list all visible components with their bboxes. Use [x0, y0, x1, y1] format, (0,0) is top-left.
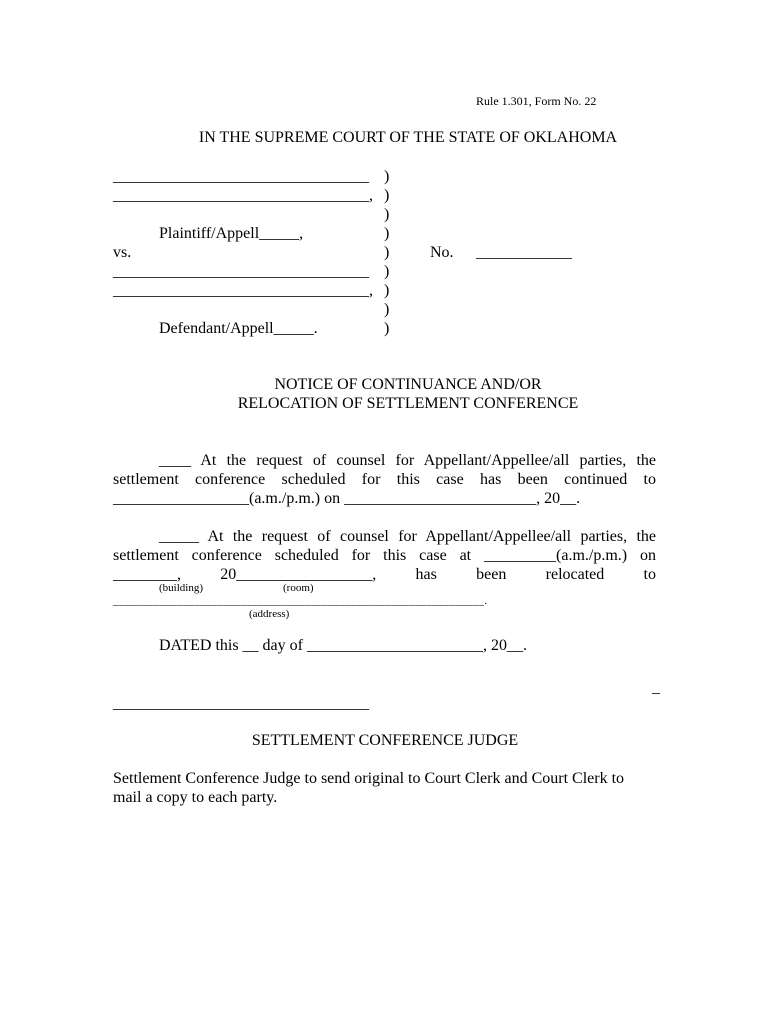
- caption-paren: ): [384, 282, 390, 299]
- defendant-name-blank-2[interactable]: ________________________________,: [113, 282, 373, 299]
- caption-paren: ): [384, 168, 390, 185]
- form-reference: Rule 1.301, Form No. 22: [476, 94, 597, 108]
- notice-title-line-1: NOTICE OF CONTINUANCE AND/OR: [274, 376, 542, 393]
- defendant-name-blank-1[interactable]: ________________________________: [113, 263, 369, 280]
- building-label: (building): [159, 582, 203, 594]
- notice-title-line-2: RELOCATION OF SETTLEMENT CONFERENCE: [237, 395, 579, 412]
- judge-label: SETTLEMENT CONFERENCE JUDGE: [251, 732, 519, 749]
- defendant-label: Defendant/Appell_____.: [159, 320, 318, 337]
- caption-paren: ): [384, 206, 390, 223]
- case-number-label: No.: [430, 244, 454, 261]
- versus-label: vs.: [113, 244, 132, 261]
- signature-dash: _: [652, 679, 660, 696]
- caption-paren: ): [384, 301, 390, 318]
- judge-signature-line[interactable]: ________________________________: [113, 695, 369, 712]
- caption-paren: ): [384, 320, 390, 337]
- caption-paren: ): [384, 225, 390, 242]
- plaintiff-name-blank-1[interactable]: ________________________________: [113, 168, 369, 185]
- plaintiff-name-blank-2[interactable]: ________________________________,: [113, 187, 373, 204]
- caption-paren: ): [384, 263, 390, 280]
- relocation-line-2: settlement conference scheduled for this case at _________(a.m./p.m.) on: [113, 547, 656, 564]
- plaintiff-label: Plaintiff/Appell_____,: [159, 225, 304, 242]
- court-title: IN THE SUPREME COURT OF THE STATE OF OKLAHOMA: [198, 129, 618, 146]
- caption-paren: ): [384, 187, 390, 204]
- continuance-line-3: _________________(a.m./p.m.) on ________________________, 20__.: [113, 490, 581, 507]
- address-blank[interactable]: ________________________________________________________________.: [113, 595, 488, 607]
- room-label: (room): [283, 582, 314, 594]
- continuance-line-2: settlement conference scheduled for this case has been continued to: [113, 471, 656, 488]
- instruction-line-2: mail a copy to each party.: [113, 789, 278, 806]
- caption-paren: ): [384, 244, 390, 261]
- case-number-blank[interactable]: ____________: [476, 244, 572, 261]
- address-label: (address): [249, 608, 290, 620]
- continuance-line-1: ____ At the request of counsel for Appellant/Appellee/all parties, the: [159, 452, 656, 469]
- dated-line: DATED this __ day of ______________________, 20__.: [159, 637, 527, 654]
- instruction-line-1: Settlement Conference Judge to send original to Court Clerk and Court Clerk to: [113, 770, 625, 787]
- relocation-line-1: _____ At the request of counsel for Appellant/Appellee/all parties, the: [159, 528, 656, 545]
- relocation-line-3: ________, 20_________________, has been relocated to: [113, 566, 656, 583]
